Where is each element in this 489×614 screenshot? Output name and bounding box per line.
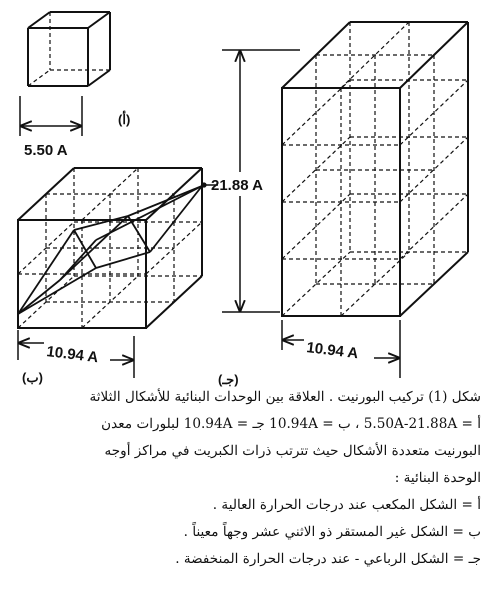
caption-item-a: أ = الشكل المكعب عند درجات الحرارة العالية . [212, 497, 481, 513]
caption-item-c: جـ = الشكل الرباعي - عند درجات الحرارة المنخفضة . [175, 551, 481, 567]
dodeca-dimension-label: 10.94 A [45, 343, 100, 367]
dodeca-panel-label: (ب) [22, 370, 43, 385]
caption-line: الوحدة البنائية : [394, 470, 481, 486]
tetra-height-label: 21.88 A [211, 177, 263, 194]
cube-dimension-label: 5.50 A [24, 142, 68, 159]
figure-caption [8, 384, 481, 573]
tetragonal-cell [282, 22, 468, 316]
tetra-width-label: 10.94 A [305, 339, 360, 363]
cube-dimension-line [20, 96, 82, 136]
atom-dot [201, 182, 206, 187]
caption-line: البورنيت متعددة الأشكال حيث تترتب ذرات الكبريت في مراكز أوجه [104, 443, 481, 459]
cube-panel-label: (أ) [118, 112, 131, 127]
tetra-panel-label: (جـ) [218, 372, 239, 387]
dodecahedral-grid [18, 168, 202, 328]
caption-line: شكل (1) تركيب البورنيت . العلاقة بين الوحدات البنائية للأشكال الثلاثة [89, 389, 481, 405]
caption-item-b: ب = الشكل غير المستقر ذو الاثني عشر وجهاً معيناً . [183, 524, 481, 540]
caption-line: أ = 5.50A-21.88A ، ب = 10.94A جـ = 10.94A لبلورات معدن [101, 416, 481, 432]
cube-unit-cell [28, 12, 110, 86]
